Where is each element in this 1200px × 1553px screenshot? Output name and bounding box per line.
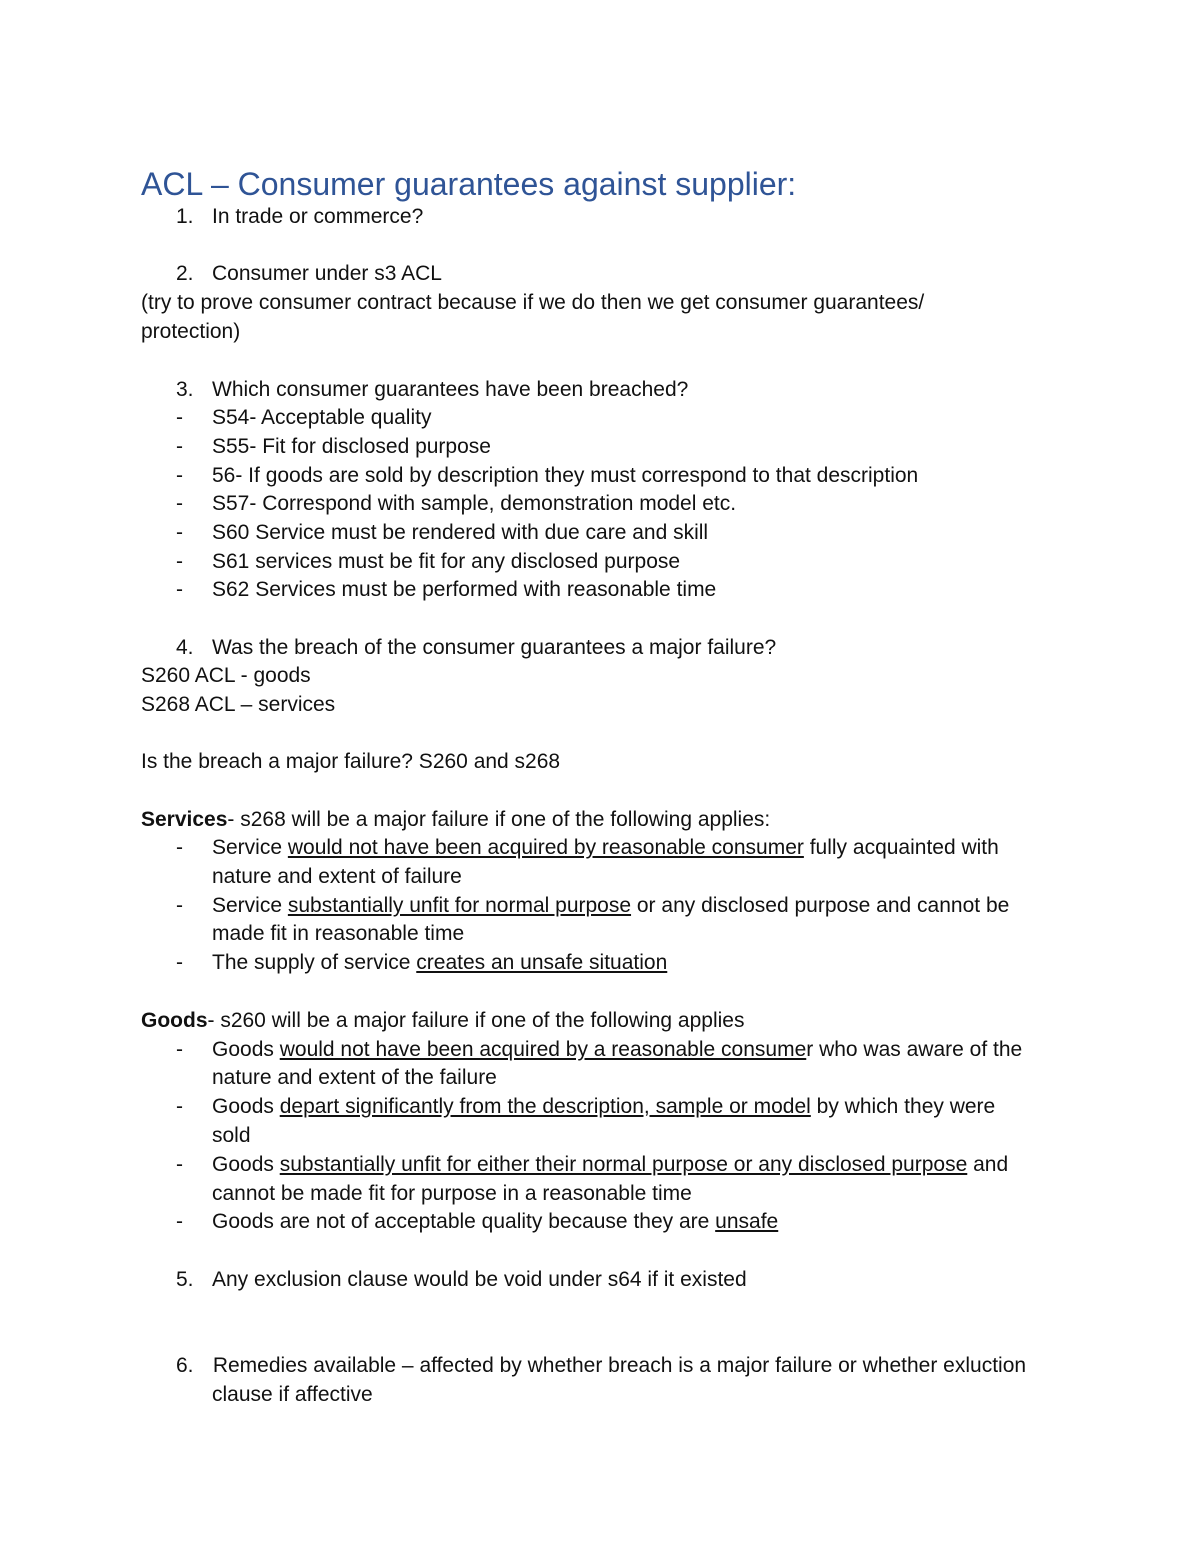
services-heading — [141, 806, 770, 834]
goods-heading-rest: - s260 will be a major failure if one of the following applies — [207, 1009, 745, 1032]
goods-bullet-4 — [212, 1208, 778, 1236]
text-segment: Goods are not of acceptable quality because they are — [212, 1210, 716, 1233]
bullet-dash: - — [176, 1210, 183, 1233]
goods-bullet-3-line-2: cannot be made fit for purpose in a reasonable time — [212, 1182, 692, 1205]
text-segment: Goods — [212, 1095, 280, 1118]
services-bullet-2 — [212, 892, 1009, 920]
s260-goods-line: S260 ACL - goods — [141, 664, 311, 687]
step-2-text: Consumer under s3 ACL — [212, 262, 442, 285]
text-segment: fully acquainted with — [803, 836, 999, 859]
text-segment: Service — [212, 836, 288, 859]
major-failure-question: Is the breach a major failure? S260 and s268 — [141, 750, 561, 773]
goods-bullet-3 — [212, 1151, 1008, 1179]
bullet-dash: - — [176, 1095, 183, 1118]
step-2-number: 2. — [176, 262, 194, 285]
bullet-dash: - — [176, 951, 183, 974]
bullet-dash: - — [176, 1153, 183, 1176]
underlined-segment: substantially unfit for either their normal purpose or any disclosed purpose — [279, 1153, 968, 1176]
guarantee-item: 56- If goods are sold by description they must correspond to that description — [212, 464, 919, 487]
goods-heading — [141, 1007, 744, 1035]
services-bullet-3 — [212, 949, 667, 977]
underlined-segment: unsafe — [715, 1210, 779, 1233]
text-segment: Service — [212, 894, 288, 917]
step-3-number: 3. — [176, 378, 194, 401]
bullet-dash: - — [176, 406, 183, 429]
bullet-dash: - — [176, 521, 183, 544]
services-heading-bold: Services — [141, 808, 228, 831]
bullet-dash: - — [176, 464, 183, 487]
underlined-segment: would not have been acquired by reasonable consumer — [287, 836, 804, 859]
step-2-note-line-1: (try to prove consumer contract because if we do then we get consumer guarantees/ — [141, 291, 925, 314]
guarantee-item: S61 services must be fit for any disclosed purpose — [212, 550, 681, 573]
bullet-dash: - — [176, 836, 183, 859]
bullet-dash: - — [176, 550, 183, 573]
services-bullet-1-line-2: nature and extent of failure — [212, 865, 462, 888]
text-segment: or any disclosed purpose and cannot be — [631, 894, 1010, 917]
step-4-text: Was the breach of the consumer guarantees a major failure? — [212, 636, 777, 659]
guarantee-item: S62 Services must be performed with reasonable time — [212, 578, 717, 601]
step-5-number: 5. — [176, 1268, 194, 1291]
bullet-dash: - — [176, 1038, 183, 1061]
services-bullet-2-line-2: made fit in reasonable time — [212, 922, 465, 945]
text-segment: Goods — [212, 1153, 280, 1176]
bullet-dash: - — [176, 578, 183, 601]
guarantee-item: S57- Correspond with sample, demonstration model etc. — [212, 492, 737, 515]
guarantee-item: S55- Fit for disclosed purpose — [212, 435, 491, 458]
goods-bullet-2 — [212, 1093, 995, 1121]
goods-bullet-1-line-2: nature and extent of the failure — [212, 1066, 497, 1089]
goods-bullet-2-line-2: sold — [212, 1124, 251, 1147]
step-6-text: Remedies available – affected by whether breach is a major failure or whether exluction — [207, 1354, 1027, 1377]
step-6-number: 6. — [176, 1354, 194, 1377]
services-heading-rest: - s268 will be a major failure if one of the following applies: — [227, 808, 771, 831]
bullet-dash: - — [176, 435, 183, 458]
text-segment: and — [967, 1153, 1009, 1176]
step-4-number: 4. — [176, 636, 194, 659]
goods-bullet-1 — [212, 1036, 1022, 1064]
guarantee-item: S54- Acceptable quality — [212, 406, 432, 429]
text-segment: Goods — [212, 1038, 280, 1061]
step-5-text: Any exclusion clause would be void under s64 if it existed — [212, 1268, 747, 1291]
text-segment: by which they were — [810, 1095, 996, 1118]
document-title: ACL – Consumer guarantees against supplier: — [141, 166, 797, 202]
step-3-text: Which consumer guarantees have been breached? — [212, 378, 689, 401]
bullet-dash: - — [176, 894, 183, 917]
step-2-note-line-2: protection) — [141, 320, 241, 343]
guarantee-item: S60 Service must be rendered with due care and skill — [212, 521, 709, 544]
step-1-text: In trade or commerce? — [212, 205, 424, 228]
s268-services-line: S268 ACL – services — [141, 693, 336, 716]
step-6-line-2: clause if affective — [212, 1383, 373, 1406]
text-segment: r who was aware of the — [806, 1038, 1023, 1061]
step-1-number: 1. — [176, 205, 194, 228]
goods-heading-bold: Goods — [141, 1009, 208, 1032]
bullet-dash: - — [176, 492, 183, 515]
underlined-segment: would not have been acquired by a reasonable consume — [279, 1038, 807, 1061]
underlined-segment: creates an unsafe situation — [416, 951, 668, 974]
underlined-segment: substantially unfit for normal purpose — [287, 894, 632, 917]
services-bullet-1 — [212, 834, 999, 862]
underlined-segment: depart significantly from the description, sample or model — [279, 1095, 811, 1118]
text-segment: The supply of service — [212, 951, 417, 974]
